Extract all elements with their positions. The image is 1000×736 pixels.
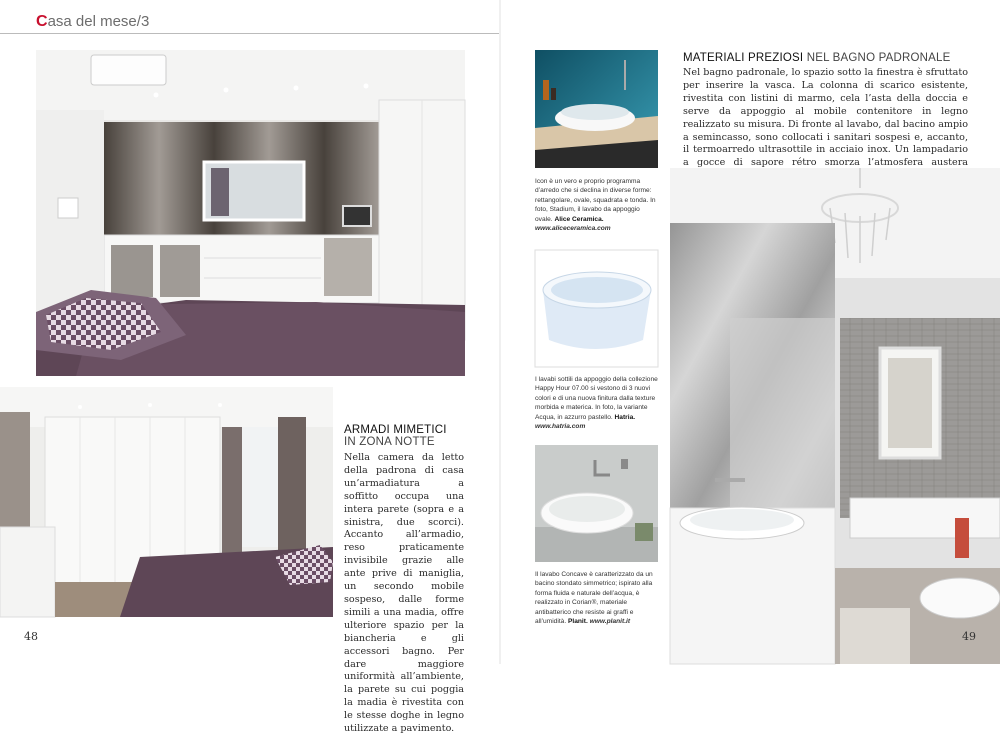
product-photo-alice [535,50,658,168]
caption-planit [535,570,659,626]
page-gutter [499,0,501,664]
left-article-heading [344,424,447,448]
left-article-body: Nella camera da letto della padrona di casa un’armadiatura a soffitto occupa una intera parete (sopra e a sinistra, due scorci). Accanto all’armadio, reso praticamente invisibile grazie alle ante prive di maniglia, un secondo mobile sospeso, dalle forme simili a una madia, offre ulteriore spazio per la biancheria e gli accessori bagno. Per dare maggiore uniformità all’ambiente, la parete su cui poggia la madia è rivestita con le stesse doghe in legno utilizzate a pavimento. [344,452,464,735]
caption-planit-text: Il lavabo Concave è caratterizzato da un bacino stondato simmetrico; ispirato alla forma fluida e naturale dell’acqua, è realizzato in Corian®, materiale antibatterico che resiste ai graffi e all’umidità. [535,571,653,626]
section-initial: C [36,13,48,30]
caption-hatria [535,375,659,431]
right-article-heading [683,52,951,64]
right-heading-bold: MATERIALI PREZIOSI [683,52,804,64]
page-number-right: 49 [962,630,976,643]
section-header [36,13,149,31]
page-number-left: 48 [24,630,38,643]
caption-alice [535,177,659,233]
right-article-body: Nel bagno padronale, lo spazio sotto la finestra è sfruttato per inserire la vasca. La colonna di scarico esistente, rivestita con listini di marmo, cela l’asta della doccia e serve da appoggio al mobile contenitore in legno realizzato su misura. Di fronte al lavabo, dal bacino ampio a semincasso, sono collocati i sanitari sospesi e, accanto, il termoarredo ultrasottile in acciaio inox. Un lampadario a gocce di sapore rétro smorza l’atmosfera austera [683,67,968,169]
product-photo-planit [535,445,658,562]
caption-hatria-brand: Hatria. [614,413,636,421]
product-photo-hatria [535,250,658,367]
caption-alice-text: Icon è un vero e proprio programma d’arredo che si declina in diverse forme: rettangolare, ovale, squadrata e tonda. In foto, Stadium, il lavabo da appoggio ovale. [535,178,656,223]
caption-hatria-text: I lavabi sottili da appoggio della collezione Happy Hour 07.00 si vestono di 3 nuovi colori e di una nuova finitura dalla texture morbida e materica. In foto, la variante Acqua, in azzurro pastello. [535,376,658,421]
right-heading-light: NEL BAGNO PADRONALE [806,52,951,64]
caption-alice-url: www.aliceceramica.com [535,225,611,233]
section-title: asa del mese/3 [47,13,150,30]
left-heading-bold: ARMADI MIMETICI [344,424,447,436]
left-heading-light: IN ZONA NOTTE [344,436,435,448]
bedroom-photo-wardrobe [0,387,333,617]
bathroom-photo [670,168,1000,664]
caption-hatria-url: www.hatria.com [535,423,586,431]
caption-planit-brand: Planit. [568,618,588,626]
header-rule [0,33,499,34]
caption-planit-url: www.planit.it [589,618,631,626]
bedroom-photo-main [36,50,465,376]
caption-alice-brand: Alice Ceramica. [554,215,604,223]
